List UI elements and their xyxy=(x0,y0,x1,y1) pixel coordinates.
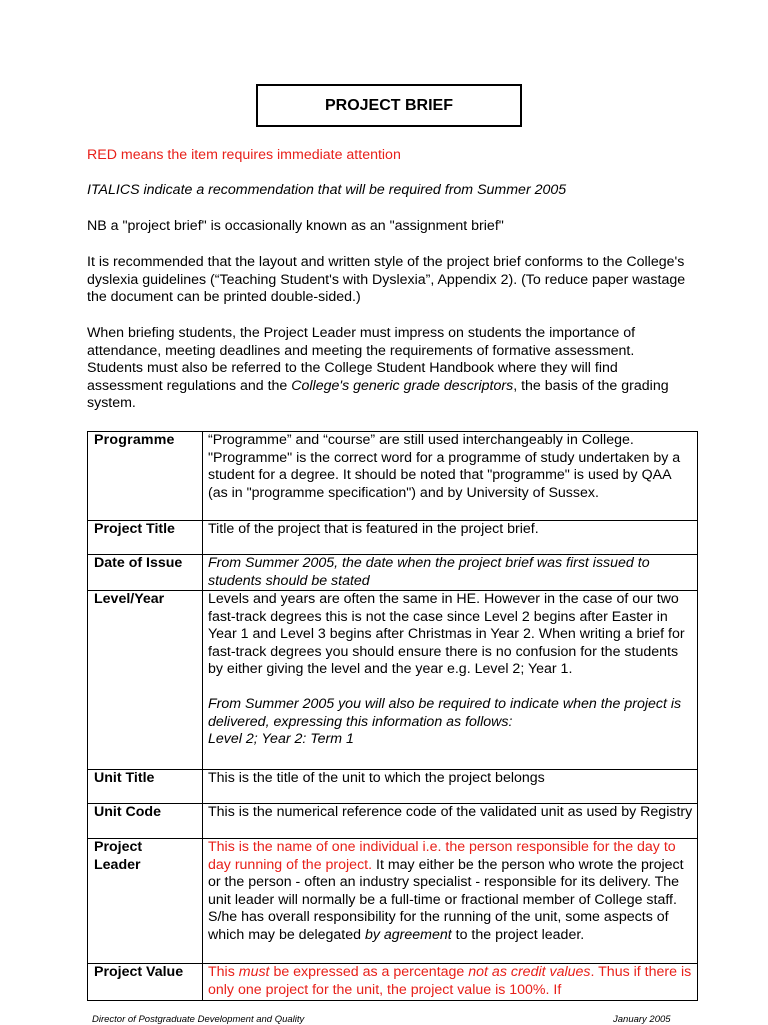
row-label: Programme xyxy=(88,432,203,521)
row-text: This must be expressed as a percentage not as credit values. Thus if there is only one project for the unit, the project value is 100%. If xyxy=(203,964,698,1001)
row-label: Project Leader xyxy=(88,839,203,964)
row-text: Title of the project that is featured in the project brief. xyxy=(203,521,698,555)
level-year-text: Levels and years are often the same in HE. However in the case of our two fast-track degrees this is not the case since Level 2 begins after Easter in Year 1 and Level 3 begins after Christmas in Year 2. When writing a brief for fast-track degrees you should ensure there is no confusion for the students by either giving the level and the year e.g. Level 2; Year 1. xyxy=(208,591,685,677)
red-legend-note: RED means the item requires immediate attention xyxy=(87,147,401,163)
table-row-unit-code xyxy=(88,804,698,839)
row-text: This is the numerical reference code of the validated unit as used by Registry xyxy=(203,804,698,839)
footer-date: January 2005 xyxy=(613,1014,671,1025)
table-row-project-leader xyxy=(88,839,698,964)
row-label: Level/Year xyxy=(88,591,203,770)
row-text: This is the title of the unit to which the project belongs xyxy=(203,770,698,804)
briefing-text-end: , the basis of the grading system. xyxy=(87,377,669,411)
row-label: Date of Issue xyxy=(88,555,203,591)
briefing-italic: College's generic grade descriptors xyxy=(291,377,514,394)
level-year-example: Level 2; Year 2: Term 1 xyxy=(208,731,354,747)
italics-legend-note: ITALICS indicate a recommendation that will be required from Summer 2005 xyxy=(87,182,567,198)
row-label: Unit Code xyxy=(88,804,203,839)
row-label: Project Title xyxy=(88,521,203,555)
leader-red-text: This is the name of one individual i.e. the person responsible for the day to day running of the project. xyxy=(208,839,676,873)
table-row-programme xyxy=(88,432,698,521)
layout-recommendation: It is recommended that the layout and written style of the project brief conforms to the College's dyslexia guidelines (“Teaching Student's with Dyslexia”, Appendix 2). (To reduce paper wastage the document can be printed double-sided.) xyxy=(87,254,686,305)
table-row-level-year xyxy=(88,591,698,770)
table-row-project-value xyxy=(88,964,698,1001)
nb-note: NB a "project brief" is occasionally known as an "assignment brief" xyxy=(87,218,504,234)
table-row-project-title xyxy=(88,521,698,555)
briefing-text: When briefing students, the Project Leader must impress on students the importance of attendance, meeting deadlines and meeting the requirements of formative assessment. Students must also be referred to the College Student Handbook where they will find assessment regulations and the xyxy=(87,325,636,394)
row-text: “Programme” and “course” are still used interchangeably in College. "Programme" is the correct word for a programme of study undertaken by a student for a degree. It should be noted that "programme" is used by QAA (as in "programme specification") and by University of Sussex. xyxy=(203,432,698,521)
table-row-unit-title xyxy=(88,770,698,804)
page-title: PROJECT BRIEF xyxy=(256,84,522,127)
briefing-paragraph xyxy=(87,325,687,413)
row-text xyxy=(203,591,698,770)
row-label: Unit Title xyxy=(88,770,203,804)
footer-author: Director of Postgraduate Development and Quality xyxy=(92,1014,305,1025)
table-row-date-of-issue xyxy=(88,555,698,591)
row-text: From Summer 2005, the date when the project brief was first issued to students should be stated xyxy=(203,555,698,591)
row-label: Project Value xyxy=(88,964,203,1001)
level-year-italic: From Summer 2005 you will also be required to indicate when the project is delivered, expressing this information as follows: xyxy=(208,696,682,730)
row-text: This is the name of one individual i.e. the person responsible for the day to day running of the project. It may either be the person who wrote the project or the person - often an industry specialist - responsible for its delivery. The unit leader will normally be a full-time or fractional member of College staff. S/he has overall responsibility for the running of the unit, some aspects of which may be delegated by agreement to the project leader. xyxy=(203,839,698,964)
brief-table xyxy=(87,431,698,1001)
